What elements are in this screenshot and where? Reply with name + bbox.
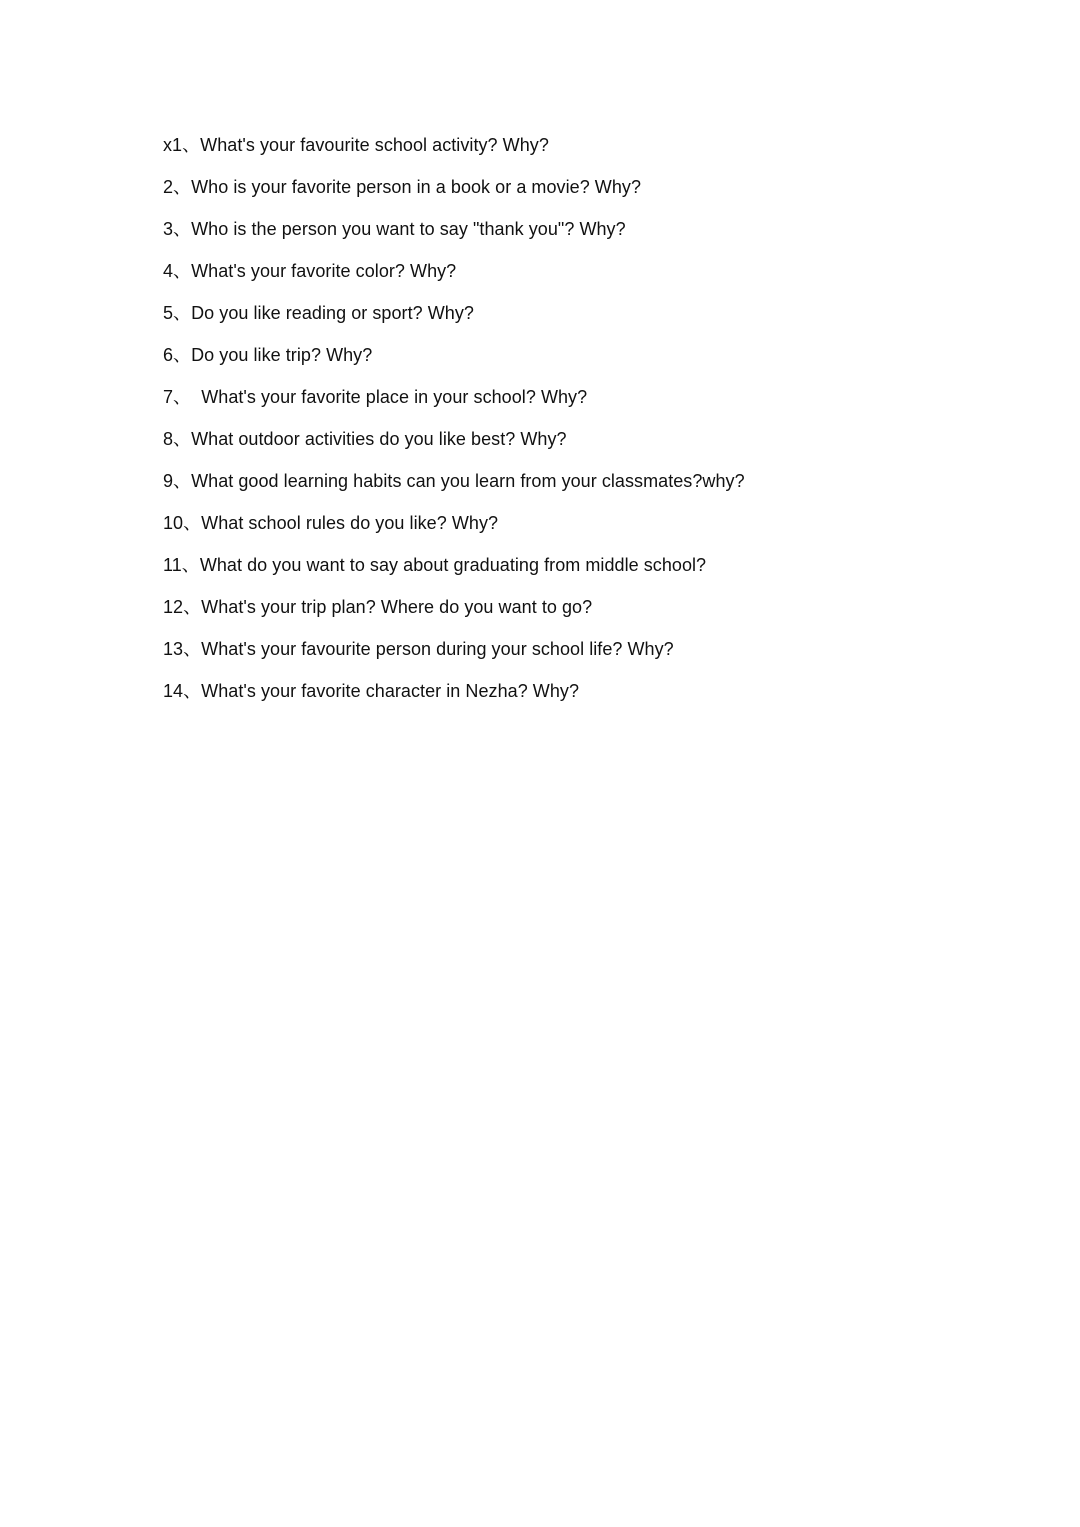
question-item-10: 10、What school rules do you like? Why? (163, 513, 499, 533)
question-item-7: 7、 What's your favorite place in your school? Why? (163, 387, 588, 407)
question-item-6: 6、Do you like trip? Why? (163, 345, 373, 365)
question-item-9: 9、What good learning habits can you learn from your classmates?why? (163, 471, 745, 491)
question-item-12: 12、What's your trip plan? Where do you want to go? (163, 597, 593, 617)
question-item-11: 11、What do you want to say about graduating from middle school? (163, 555, 707, 575)
question-item-2: 2、Who is your favorite person in a book or a movie? Why? (163, 177, 642, 197)
question-item-5: 5、Do you like reading or sport? Why? (163, 303, 474, 323)
question-item-1: x1、What's your favourite school activity? Why? (163, 135, 549, 155)
question-item-14: 14、What's your favorite character in Nezha? Why? (163, 681, 580, 701)
question-item-13: 13、What's your favourite person during your school life? Why? (163, 639, 674, 659)
question-item-3: 3、Who is the person you want to say "thank you"? Why? (163, 219, 626, 239)
question-item-4: 4、What's your favorite color? Why? (163, 261, 457, 281)
question-list (163, 130, 983, 718)
question-item-8: 8、What outdoor activities do you like best? Why? (163, 429, 567, 449)
